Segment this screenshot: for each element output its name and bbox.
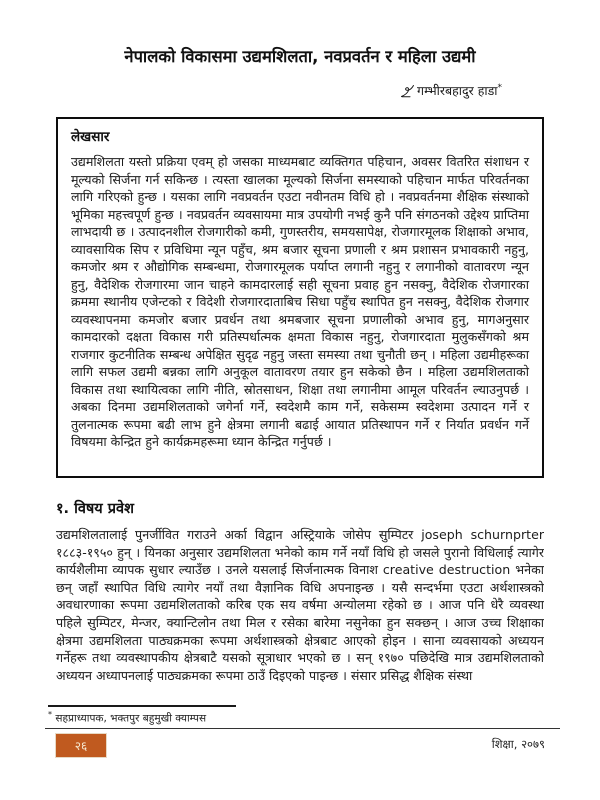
author-footnote-mark: * xyxy=(497,82,502,93)
footnote-divider xyxy=(48,705,236,707)
footnote xyxy=(48,710,544,726)
author-flourish-icon xyxy=(400,84,415,101)
abstract-box xyxy=(56,117,544,478)
footnote-marker: * xyxy=(48,710,52,719)
section-body-text: उद्यमशिलतालाई पुनर्जीवित गराउने अर्का विद्वान अस्ट्रियाके जोसेप सुम्पिटर joseph schurnprter १८८३-१९५० हुन् । यिनका अनुसार उद्यमशिलता भनेको काम गर्ने नयाँ विधि हो जसले पुरानो विधिलाई त्यागेर कार्यशैलीमा व्यापक सुधार ल्याउँछ । उनले यसलाई सिर्जनात्मक विनाश creative destruction भनेका छन् जहाँ स्थापित विधि त्यागेर नयाँ तथा वैज्ञानिक विधि अपनाइन्छ । यसै सन्दर्भमा एउटा अर्थशास्त्रको अवधारणाका रूपमा उद्यमशिलताको करिब एक सय वर्षमा अन्योलमा रहेको छ । आज पनि धेरै व्यवस्था पहिले सुम्पिटर, मेन्जर, क्यान्टिलोन तथा मिल र रसेका बारेमा नसुनेका हुन सक्छन् । आज उच्च शिक्षाका क्षेत्रमा उद्यमशिलता पाठ्यक्रमका रूपमा अर्थशास्त्रको क्षेत्रबाट आएको होइन । साना व्यवसायको अध्ययन गर्नेहरू तथा व्यवस्थापकीय क्षेत्रबाटै यसको सूत्राधार भएको छ । सन् १९७० पछिदेखि मात्र उद्यमशिलताको अध्ययन अध्यापनलाई पाठ्यक्रमका रूपमा ठाउँ दिइएको पाइन्छ । संसार प्रसिद्ध शैक्षिक संस्था xyxy=(56,527,544,683)
page-title: नेपालको विकासमा उद्यमशिलता, नवप्रवर्तन र महिला उद्यमी xyxy=(124,47,476,66)
author-line xyxy=(56,82,502,101)
journal-name: शिक्षा, २०७९ xyxy=(491,737,545,751)
abstract-heading: लेखसार xyxy=(71,129,110,145)
page-number-badge: २६ xyxy=(55,733,107,758)
footnote-text: सहप्राध्यापक, भक्तपुर बहुमुखी क्याम्पस xyxy=(55,712,207,725)
author-name: गम्भीरबहादुर हाडा xyxy=(417,83,498,98)
abstract-text: उद्यमशिलता यस्तो प्रक्रिया एवम् हो जसका माध्यमबाट व्यक्तिगत पहिचान, अवसर वितरित संशाधन र मूल्यको सिर्जना गर्न सकिन्छ । त्यस्ता खालका मूल्यको सिर्जना समस्याको पहिचान मार्फत परिवर्तनका लागि गरिएको हुन्छ । यसका लागि नवप्रवर्तन एउटा नवीनतम विधि हो । नवप्रवर्तनमा शैक्षिक संस्थाको भूमिका महत्त्वपूर्ण हुन्छ । नवप्रवर्तन व्यवसायमा मात्र उपयोगी नभई कुनै पनि संगठनको उद्देश्य प्राप्तिमा लाभदायी छ । उत्पादनशील रोजगारीको कमी, गुणस्तरीय, समयसापेक्ष, रोजगारमूलक शिक्षाको अभाव, व्यावसायिक सिप र प्रविधिमा न्यून पहुँच, श्रम बजार सूचना प्रणाली र श्रम प्रशासन प्रभावकारी नहुनु, कमजोर श्रम र औद्योगिक सम्बन्धमा, रोजगारमूलक पर्याप्त लगानी नहुनु र लगानीको वातावरण न्यून हुनु, वैदेशिक रोजगारमा जान चाहने कामदारलाई सही सूचना प्रवाह हुन नसक्नु, वैदेशिक रोजगारका क्रममा स्थानीय एजेन्टको र विदेशी रोजगारदाताबिच सिधा पहुँच स्थापित हुन नसक्नु, वैदेशिक रोजगार व्यवस्थापनमा कमजोर बजार प्रवर्धन तथा श्रमबजार सूचना प्रणालीको अभाव हुनु, मागअनुसार कामदारको दक्षता विकास गरी प्रतिस्पर्धात्मक क्षमता विकास नहुनु, रोजगारदाता मुलुकसँगको श्रम राजगार कुटनीतिक सम्बन्ध अपेक्षित सुदृढ नहुनु जस्ता समस्या तथा चुनौती छन् । महिला उद्यमीहरूका लागि सफल उद्यमी बन्नका लागि अनुकूल वातावरण तयार हुन सकेको छैन । महिला उद्यमशिलताको विकास तथा स्थायित्वका लागि नीति, स्रोतसाधन, शिक्षा तथा लगानीमा आमूल परिवर्तन ल्याउनुपर्छ । अबका दिनमा उद्यमशिलताको जगेर्ना गर्ने, स्वदेशमै काम गर्ने, सकेसम्म स्वदेशमा उत्पादन गर्ने र तुलनात्मक रूपमा बढी लाभ हुने क्षेत्रमा लगानी बढाई आयात प्रतिस्थापन गर्ने र निर्यात प्रवर्धन गर्ने विषयमा केन्द्रित हुने कार्यक्रमहरूमा ध्यान केन्द्रित गर्नुपर्छ । xyxy=(71,154,529,449)
section-heading: १. विषय प्रवेश xyxy=(56,501,134,517)
footer-divider xyxy=(45,728,560,729)
